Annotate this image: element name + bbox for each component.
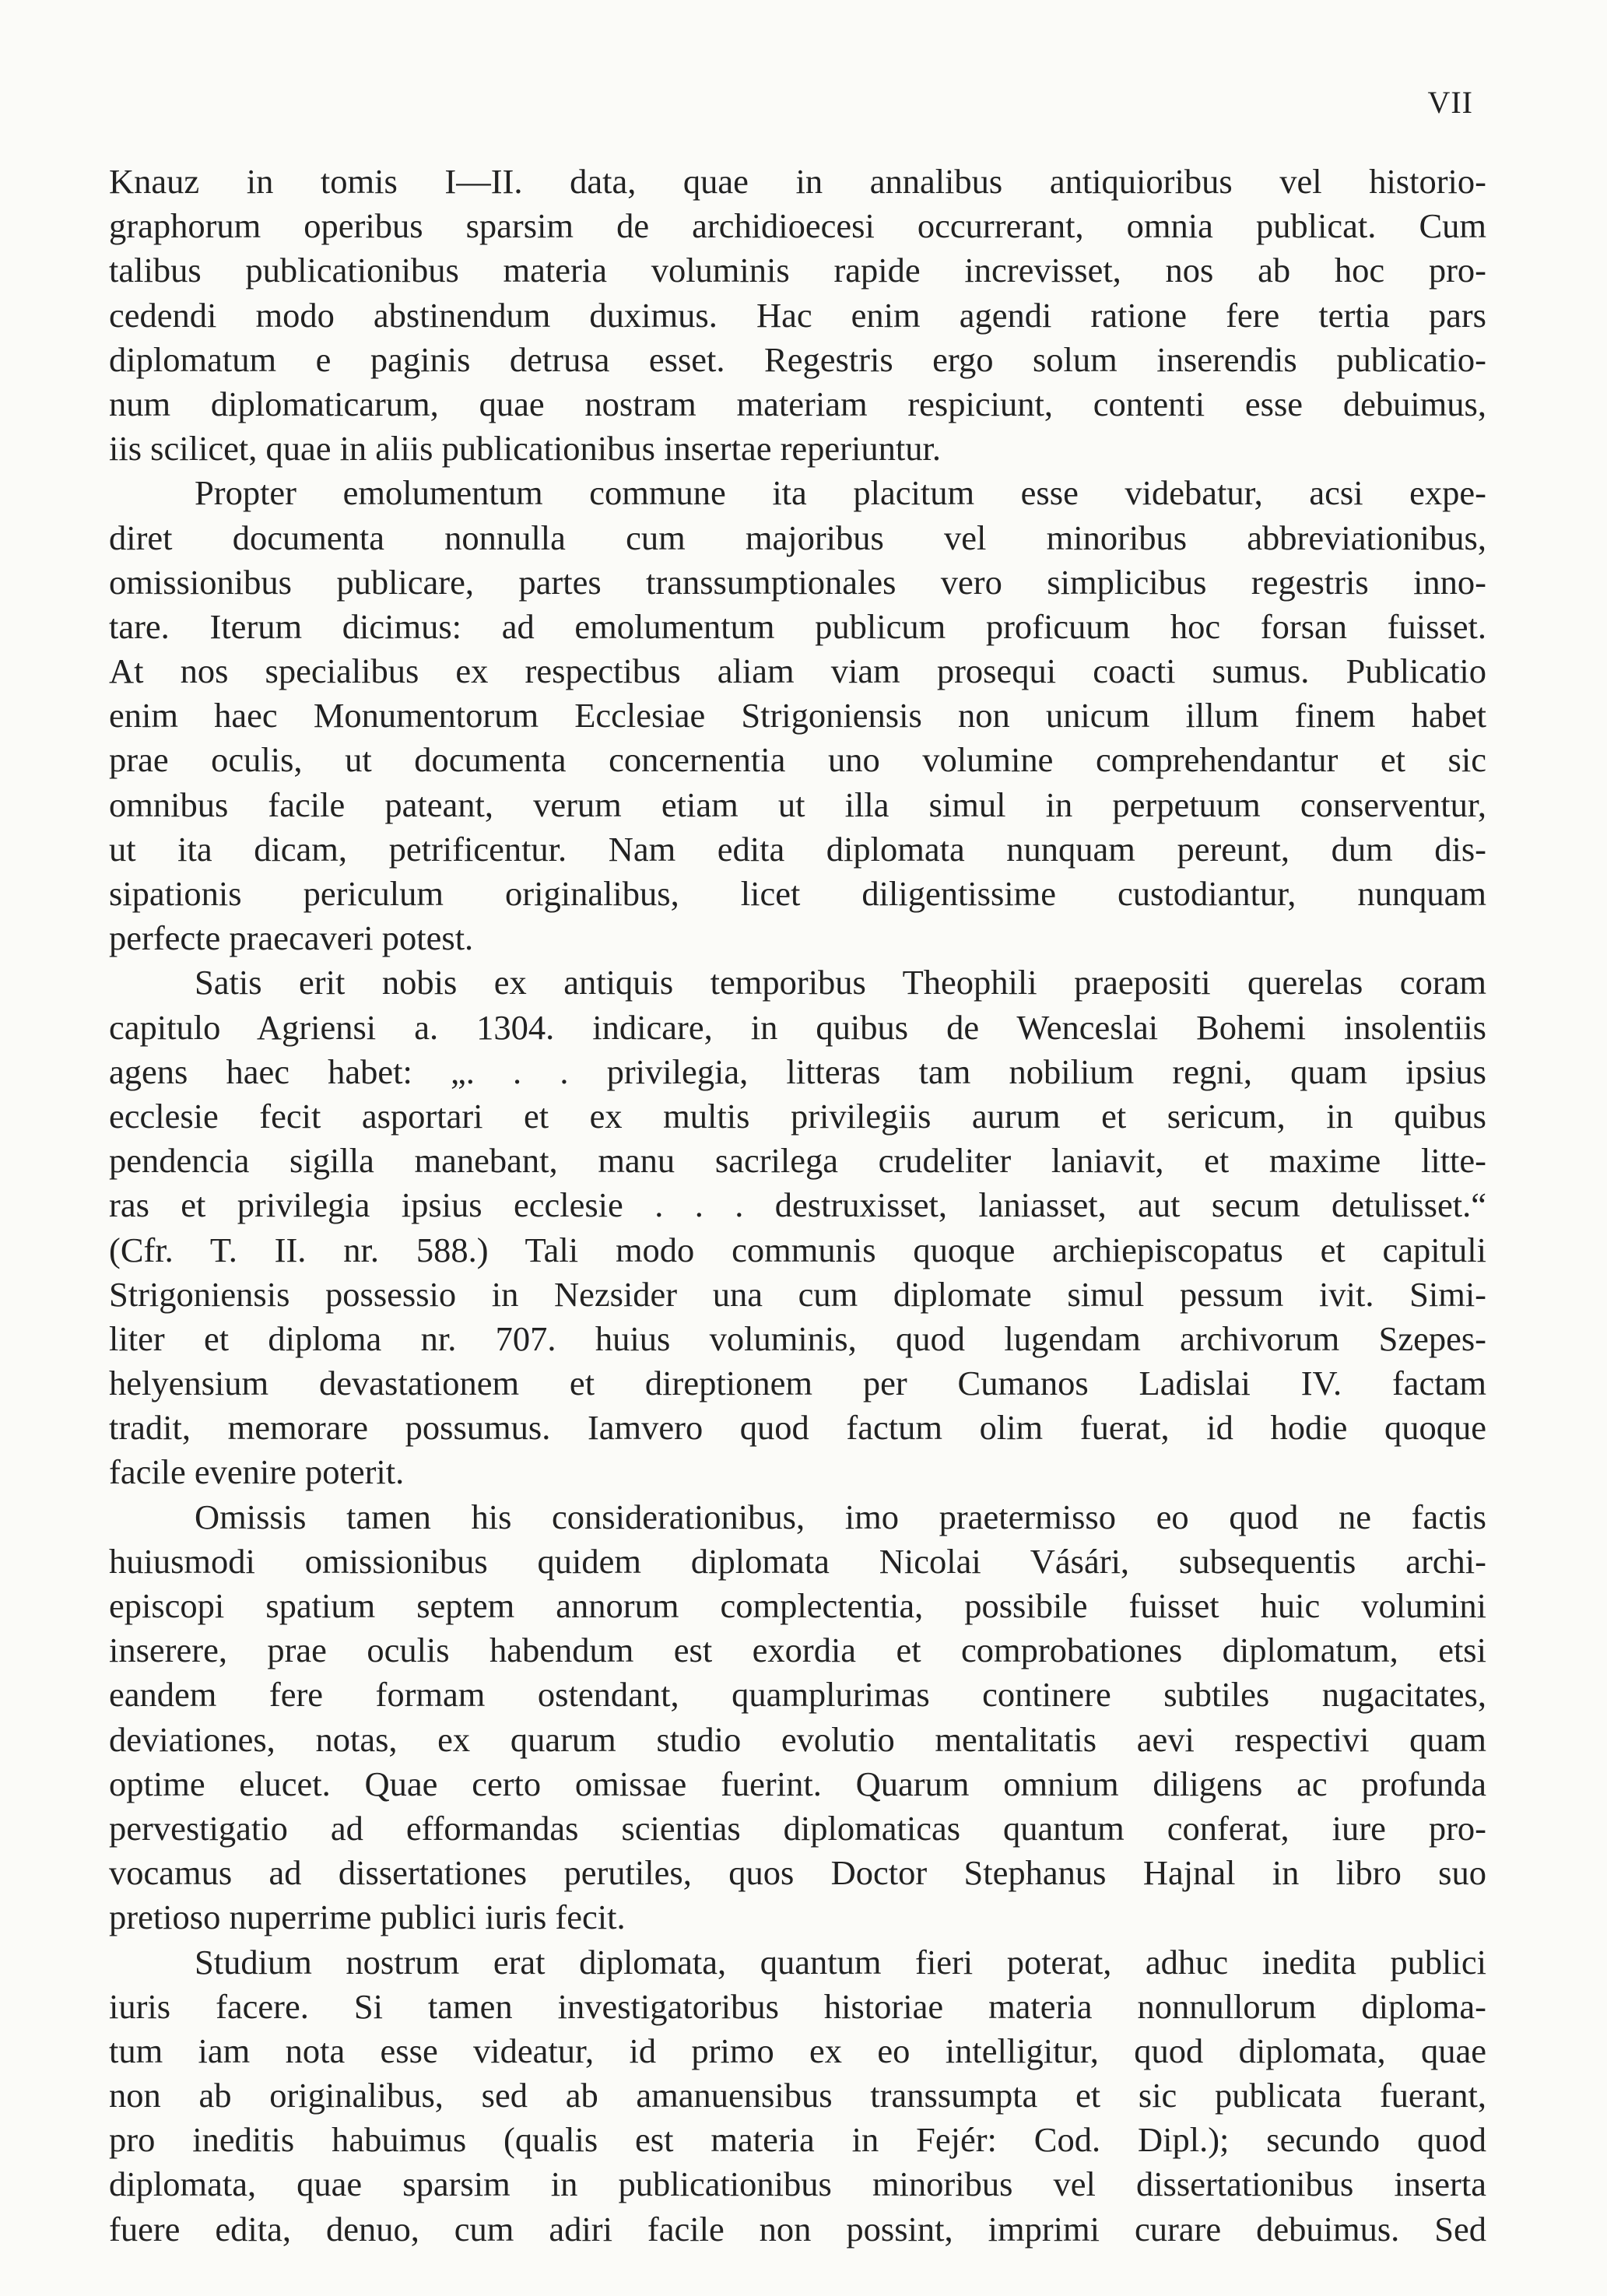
text-line: iuris facere. Si tamen investigatoribus historiae materia nonnullorum diploma- [109,1986,1486,2026]
text-line: facile evenire poterit. [109,1452,405,1492]
paragraph [109,1495,1486,1940]
paragraph [109,960,1486,1494]
text-line: ras et privilegia ipsius ecclesie . . . destruxisset, laniasset, aut secum detulisset.“ [109,1185,1486,1225]
text-line: enim haec Monumentorum Ecclesiae Strigoniensis non unicum illum finem habet [109,696,1486,735]
text-line: episcopi spatium septem annorum complectentia, possibile fuisset huic volumini [109,1586,1486,1625]
text-line: pendencia sigilla manebant, manu sacrilega crudeliter laniavit, et maxime litte- [109,1141,1486,1181]
text-line: sipationis periculum originalibus, licet diligentissime custodiantur, nunquam [109,874,1486,913]
text-line: diplomata, quae sparsim in publicationibus minoribus vel dissertationibus inserta [109,2164,1486,2204]
text-line: omissionibus publicare, partes transsumptionales vero simplicibus regestris inno- [109,562,1486,602]
text-line: liter et diploma nr. 707. huius voluminis, quod lugendam archivorum Szepes- [109,1318,1486,1358]
text-line: ecclesie fecit asportari et ex multis privilegiis aurum et sericum, in quibus [109,1096,1486,1136]
text-line: graphorum operibus sparsim de archidioecesi occurrerant, omnia publicat. Cum [109,206,1486,246]
text-line: Omissis tamen his considerationibus, imo praetermisso eo quod ne factis [195,1497,1486,1536]
text-line: Propter emolumentum commune ita placitum esse videbatur, acsi expe- [195,473,1486,513]
text-line: (Cfr. T. II. nr. 588.) Tali modo communis quoque archiepiscopatus et capituli [109,1230,1486,1269]
paragraph [109,160,1486,471]
text-line: pervestigatio ad efformandas scientias diplomaticas quantum conferat, iure pro- [109,1808,1486,1848]
text-line: non ab originalibus, sed ab amanuensibus transsumpta et sic publicata fuerant, [109,2076,1486,2115]
text-line: perfecte praecaveri potest. [109,918,474,958]
text-line: vocamus ad dissertationes perutiles, quos Doctor Stephanus Hajnal in libro suo [109,1853,1486,1893]
text-line: Knauz in tomis I—II. data, quae in annalibus antiquioribus vel historio- [109,162,1486,201]
text-line: prae oculis, ut documenta concernentia uno volumine comprehendantur et sic [109,740,1486,780]
text-line: talibus publicationibus materia voluminis rapide increvisset, nos ab hoc pro- [109,251,1486,290]
text-line: Satis erit nobis ex antiquis temporibus Theophili praepositi querelas coram [195,963,1486,1002]
text-line: cedendi modo abstinendum duximus. Hac enim agendi ratione fere tertia pars [109,295,1486,335]
text-line: agens haec habet: „. . . privilegia, litteras tam nobilium regni, quam ipsius [109,1051,1486,1091]
text-line: tradit, memorare possumus. Iamvero quod factum olim fuerat, id hodie quoque [109,1408,1486,1448]
text-line: diret documenta nonnulla cum majoribus vel minoribus abbreviationibus, [109,518,1486,557]
paragraph [109,471,1486,960]
text-line: Strigoniensis possessio in Nezsider una cum diplomate simul pessum ivit. Simi- [109,1274,1486,1314]
text-line: helyensium devastationem et direptionem per Cumanos Ladislai IV. factam [109,1364,1486,1403]
text-line: diplomatum e paginis detrusa esset. Regestris ergo solum inserendis publicatio- [109,339,1486,379]
text-line: iis scilicet, quae in aliis publicationibus insertae reperiuntur. [109,429,941,469]
text-line: pro ineditis habuimus (qualis est materia in Fejér: Cod. Dipl.); secundo quod [109,2120,1486,2160]
text-line: fuere edita, denuo, cum adiri facile non possint, imprimi curare debuimus. Sed [109,2209,1486,2249]
text-line: tum iam nota esse videatur, id primo ex eo intelligitur, quod diplomata, quae [109,2031,1486,2070]
text-line: omnibus facile pateant, verum etiam ut illa simul in perpetuum conserventur, [109,785,1486,824]
text-line: huiusmodi omissionibus quidem diplomata Nicolai Vásári, subsequentis archi- [109,1541,1486,1581]
text-line: ut ita dicam, petrificentur. Nam edita diplomata nunquam pereunt, dum dis- [109,829,1486,869]
page-number: VII [1427,85,1473,120]
paragraph [109,1940,1486,2252]
text-line: pretioso nuperrime publici iuris fecit. [109,1898,626,1937]
text-line: At nos specialibus ex respectibus aliam viam prosequi coacti sumus. Publicatio [109,651,1486,691]
text-line: deviationes, notas, ex quarum studio evolutio mentalitatis aevi respectivi quam [109,1719,1486,1759]
text-line: Studium nostrum erat diplomata, quantum fieri poterat, adhuc inedita publici [195,1942,1486,1982]
text-line: inserere, prae oculis habendum est exordia et comprobationes diplomatum, etsi [109,1631,1486,1670]
text-line: optime elucet. Quae certo omissae fuerint. Quarum omnium diligens ac profunda [109,1764,1486,1803]
text-line: eandem fere formam ostendant, quamplurimas continere subtiles nugacitates, [109,1675,1486,1715]
text-line: tare. Iterum dicimus: ad emolumentum publicum proficuum hoc forsan fuisset. [109,606,1486,646]
text-line: capitulo Agriensi a. 1304. indicare, in quibus de Wenceslai Bohemi insolentiis [109,1007,1486,1047]
text-line: num diplomaticarum, quae nostram materiam respiciunt, contenti esse debuimus, [109,384,1486,423]
body-text [109,160,1486,2252]
